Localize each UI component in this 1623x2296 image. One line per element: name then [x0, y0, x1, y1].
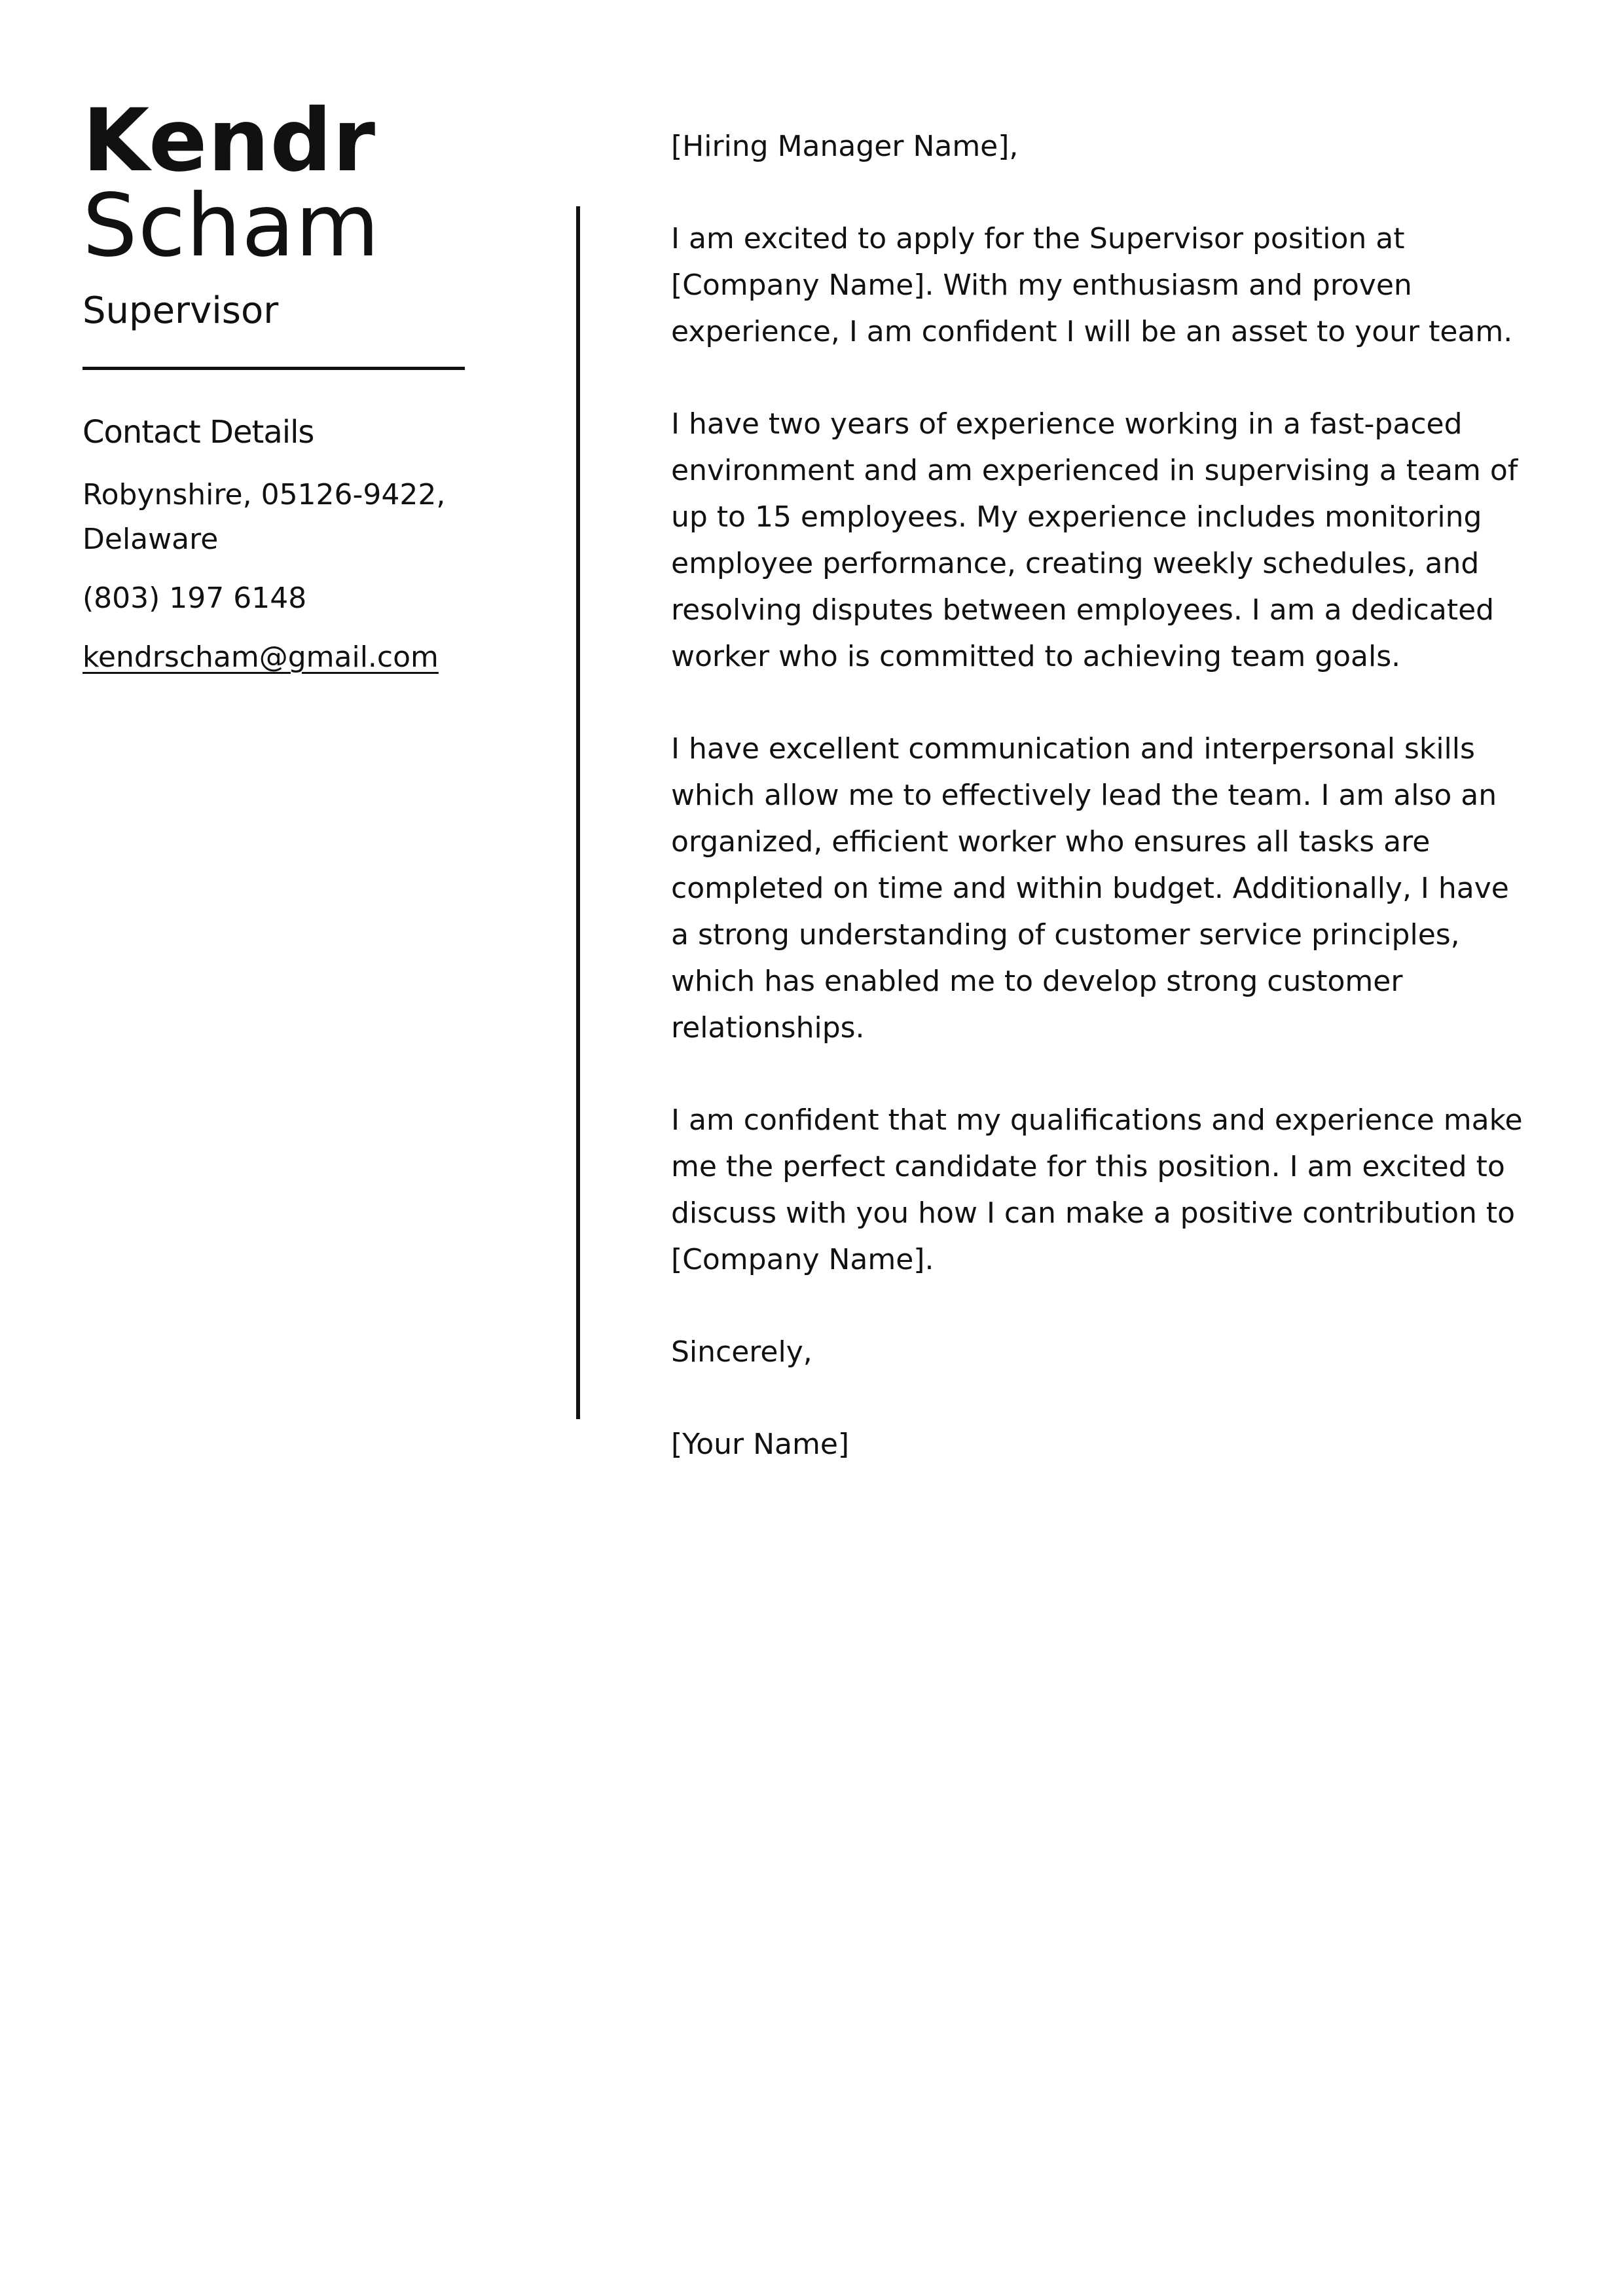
job-title: Supervisor — [82, 289, 279, 332]
letter-paragraph: I am confident that my qualifications and experience make me the perfect candidate for this position. I am excited to discuss with you how I can make a positive contribution to [Company Name]. — [671, 1103, 1523, 1276]
contact-email-link[interactable]: kendrscham@gmail.com — [82, 640, 439, 674]
last-name: Scham — [82, 176, 380, 276]
letter-signature: [Your Name] — [671, 1428, 850, 1461]
contact-heading: Contact Details — [82, 414, 314, 451]
letter-closing: Sincerely, — [671, 1335, 812, 1369]
sidebar — [82, 90, 482, 680]
column-divider — [576, 206, 580, 1419]
letter-paragraph: I have two years of experience working in a fast-paced environment and am experienced in supervising a team of up to 15 employees. My experience includes monitoring employee performance, creating weekly schedules, and resolving disputes between employees. I am a dedicated worker who is committed to achieving team goals. — [671, 407, 1518, 673]
letter-paragraph: I have excellent communication and interpersonal skills which allow me to effectively lead the team. I am also an organized, efficient worker who ensures all tasks are completed on time and within budget. Additionally, I have a strong understanding of customer service principles, which has enabled me to develop strong customer relationships. — [671, 732, 1509, 1045]
contact-address: Robynshire, 05126-9422, Delaware — [82, 478, 446, 556]
letter-body — [671, 123, 1535, 1468]
letter-paragraph: I am excited to apply for the Supervisor position at [Company Name]. With my enthusiasm and proven experience, I am confident I will be an asset to your team. — [671, 222, 1513, 348]
contact-phone: (803) 197 6148 — [82, 582, 307, 615]
letter-salutation: [Hiring Manager Name], — [671, 130, 1019, 163]
first-name: Kendr — [82, 90, 376, 191]
title-divider — [82, 367, 465, 370]
